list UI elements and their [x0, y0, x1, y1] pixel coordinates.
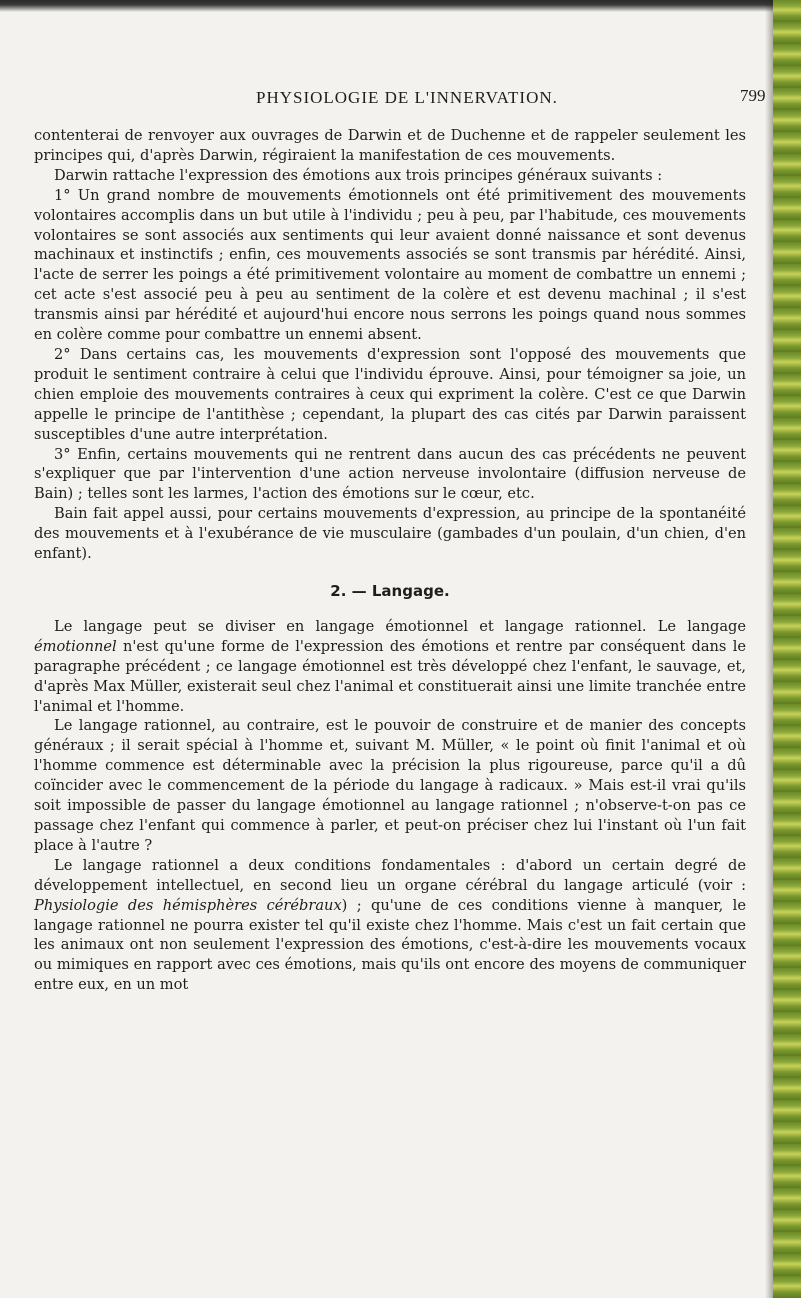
page-number: 799	[740, 86, 766, 105]
body-text	[34, 126, 746, 995]
paragraph-darwin-principles: Darwin rattache l'expression des émotions aux trois principes généraux suivants :	[54, 166, 663, 184]
paragraph-intro: contenterai de renvoyer aux ouvrages de Darwin et de Duchenne et de rappeler seulement les principes qui, d'après Darwin, régiraient la manifestation de ces mouvements.	[34, 127, 746, 164]
paragraph-principle-3: 3° Enfin, certains mouvements qui ne rentrent dans aucun des cas précédents ne peuvent s'expliquer que par l'intervention d'une action nerveuse involontaire (diffusion nerveuse de Bain) ; telles sont les larmes, l'action des émotions sur le cœur, etc.	[34, 445, 746, 503]
paragraph-langage-conditions	[34, 856, 746, 995]
paragraph-principle-1: 1° Un grand nombre de mouvements émotionnels ont été primitivement des mouvements volontaires accomplis dans un but utile à l'individu ; peu à peu, par l'habitude, ces mouvements volontaires se sont associés aux sentiments qui leur avaient donné naissance et sont devenus machinaux et instinctifs ; enfin, ces mouvements associés se sont transmis par hérédité. Ainsi, l'acte de serrer les poings a été primitivement volontaire au moment de combattre un ennemi ; cet acte s'est associé peu à peu au sentiment de la colère et est devenu machinal ; il s'est transmis ainsi par hérédité et aujourd'hui encore nous serrons les poings quand nous sommes en colère comme pour combattre un ennemi absent.	[34, 186, 746, 344]
paragraph-langage-conditions-start: Le langage rationnel a deux conditions fondamentales : d'abord un certain degré de développement intellectuel, en second lieu un organe cérébral du langage articulé (voir :	[34, 856, 746, 894]
paragraph-principle-2: 2° Dans certains cas, les mouvements d'expression sont l'opposé des mouvements que produit le sentiment contraire à celui que l'individu éprouve. Ainsi, pour témoigner sa joie, un chien emploie des mouvements contraires à ceux qui expriment la colère. C'est ce que Darwin appelle le principe de l'antithèse ; cependant, la plupart des cas cités par Darwin paraissent susceptibles d'une autre interprétation.	[34, 345, 746, 443]
paragraph-langage-division-end: n'est qu'une forme de l'expression des émotions et rentre par conséquent dans le paragraphe précédent ; ce langage émotionnel est très développé chez l'enfant, le sauvage, et, d'après Max Müller, existerait seul chez l'animal et constituerait ainsi une limite tranchée entre l'animal et l'homme.	[34, 637, 746, 715]
italic-reference: Physiologie des hémisphères cérébraux	[34, 896, 342, 914]
section-heading: 2. — Langage.	[330, 581, 450, 600]
running-title: PHYSIOLOGIE DE L'INNERVATION.	[256, 88, 558, 107]
paragraph-bain: Bain fait appel aussi, pour certains mouvements d'expression, au principe de la spontanéité des mouvements et à l'exubérance de vie musculaire (gambades d'un poulain, d'un chien, d'en enfant).	[34, 505, 746, 563]
paragraph-langage-rationnel: Le langage rationnel, au contraire, est le pouvoir de construire et de manier des concepts généraux ; il serait spécial à l'homme et, suivant M. Müller, « le point où finit l'animal et où l'homme commence est déterminable avec la précision la plus rigoureuse, parce qu'il a dû coïncider avec le commencement de la période du langage à radicaux. » Mais est-il vrai qu'ils soit impossible de passer du langage émotionnel au langage rationnel ; n'observe-t-on pas ce passage chez l'enfant qui commence à parler, et peut-on préciser chez lui l'instant où l'un fait place à l'autre ?	[34, 717, 746, 854]
paragraph-langage-conditions-end: ) ; qu'une de ces conditions vienne à manquer, le langage rationnel ne pourra exister tel qu'il existe chez l'homme. Mais c'est un fait certain que les animaux ont non seulement l'expression des émotions, c'est-à-dire les mouvements vocaux ou mimiques en rapport avec ces émotions, mais qu'ils ont encore des moyens de communiquer entre eux, en un mot	[34, 896, 746, 994]
paragraph-langage-division-start: Le langage peut se diviser en langage émotionnel et langage rationnel. Le langage	[54, 617, 746, 635]
italic-term-emotionnel: émotionnel	[34, 637, 117, 655]
paragraph-langage-division	[34, 617, 746, 717]
